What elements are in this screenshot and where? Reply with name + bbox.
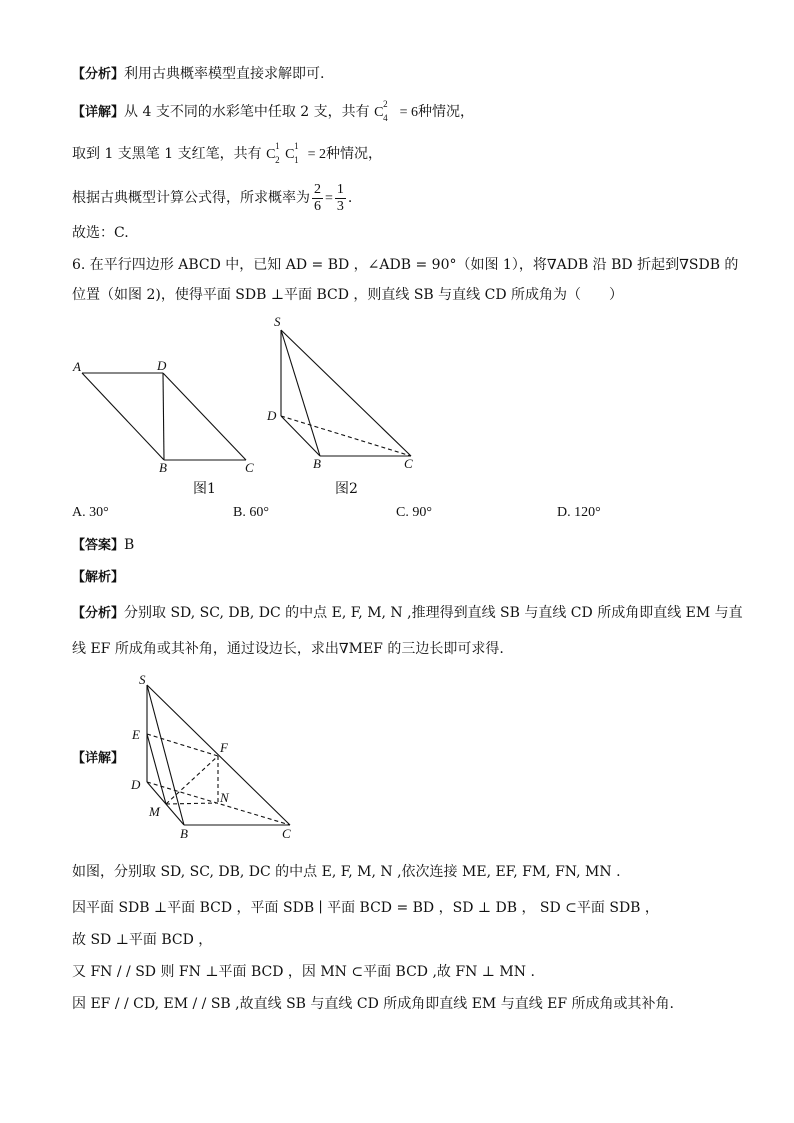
detail2-tag-line <box>72 748 124 769</box>
fig3-label-S: S <box>139 672 146 687</box>
edge-AB <box>82 373 164 460</box>
figure-2-caption: 图2 <box>335 481 358 497</box>
detail-tag: 【详解】 <box>72 105 125 120</box>
fig2-label-D: D <box>267 408 277 423</box>
fraction-1-3: $\frac{1}{3}$ <box>336 181 344 214</box>
edge-MN-dashed <box>166 803 218 804</box>
option-c: C. 90° <box>396 505 432 520</box>
answer-tag: 【答案】 <box>72 538 125 553</box>
detail-text: 从 4 支不同的水彩笔中任取 2 支，共有 <box>124 104 370 120</box>
edge-EF-dashed <box>147 734 218 756</box>
detail-text: 取到 1 支黑笔 1 支红笔，共有 <box>72 146 262 162</box>
edge-FM-dashed <box>166 756 218 804</box>
figure-2 <box>281 330 411 456</box>
step-2: 因平面 SDB ⊥平面 BCD ，平面 SDB ∣ 平面 BCD = BD ，SD ⊥ DB ， SD ⊂平面 SDB ， <box>72 900 659 916</box>
edge-DC <box>163 373 246 460</box>
option-b: B. 60° <box>233 505 269 520</box>
detail-text-tail: 种情况， <box>418 104 474 120</box>
detail2-tag: 【详解】 <box>72 751 125 766</box>
fig3-label-M: M <box>149 804 160 819</box>
fig3-label-F: F <box>220 740 228 755</box>
choice-line: 故选：C. <box>72 225 129 241</box>
option-d: D. 120° <box>557 505 601 520</box>
step-4: 又 FN / / SD 则 FN ⊥平面 BCD ，因 MN ⊂平面 BCD ,故 FN ⊥ MN . <box>72 964 535 980</box>
fig1-label-C: C <box>245 460 254 475</box>
figure-1-caption: 图1 <box>193 481 216 497</box>
analysis2-text-1: 分别取 SD, SC, DB, DC 的中点 E, F, M, N ,推理得到直线 SB 与直线 CD 所成角即直线 EM 与直 <box>124 605 743 621</box>
fig3-label-B: B <box>180 826 188 841</box>
figure-3 <box>147 685 290 825</box>
figure-1 <box>82 373 246 460</box>
fig1-label-A: A <box>73 359 81 374</box>
step-3: 故 SD ⊥平面 BCD ， <box>72 932 213 948</box>
combination-c42: C 2 4 <box>374 99 388 123</box>
fraction-2-6: $\frac{2}{6}$ <box>314 181 321 214</box>
fig3-label-E: E <box>132 727 140 742</box>
question-6-line-2: 位置（如图 2)，使得平面 SDB ⊥平面 BCD ，则直线 SB 与直线 CD 所成角为（ ） <box>72 287 623 303</box>
fig3-label-C: C <box>282 826 291 841</box>
fig1-label-D: D <box>157 358 167 373</box>
combination-c21: C 1 2 <box>266 141 280 165</box>
analysis2-line-2: 线 EF 所成角或其补角，通过设边长，求出∇MEF 的三边长即可求得. <box>72 641 504 657</box>
equation-value: = 6 <box>396 105 418 120</box>
equation-value: = 2 <box>304 147 326 162</box>
detail-text-tail: 种情况， <box>325 146 382 162</box>
question-6-line-1: 6. 在平行四边形 ABCD 中，已知 AD = BD ，∠ADB = 90°（如图 1），将∇ADB 沿 BD 折起到∇SDB 的 <box>72 257 739 273</box>
edge-DB <box>163 373 164 460</box>
answer-line <box>72 535 134 556</box>
option-a: A. 30° <box>72 505 109 520</box>
fig1-label-B: B <box>159 460 167 475</box>
fig2-label-B: B <box>313 456 321 471</box>
fig2-label-C: C <box>404 456 413 471</box>
analysis-text: 利用古典概率模型直接求解即可. <box>124 66 325 82</box>
fig3-label-D: D <box>131 777 141 792</box>
answer-value: B <box>124 537 135 553</box>
analysis2-tag: 【分析】 <box>72 606 125 621</box>
fig2-label-S: S <box>274 314 281 329</box>
analysis-tag: 【分析】 <box>72 67 125 82</box>
period: . <box>347 190 353 206</box>
analysis2-line-1 <box>72 603 743 624</box>
step-1: 如图，分别取 SD, SC, DB, DC 的中点 E, F, M, N ,依次连接 ME, EF, FM, FN, MN . <box>72 864 621 880</box>
fig3-label-N: N <box>220 790 229 805</box>
combination-c11: C 1 1 <box>285 141 299 165</box>
jiexi-line <box>72 567 124 588</box>
equals-sign: = <box>325 191 333 206</box>
detail-text: 根据古典概型计算公式得，所求概率为 <box>72 190 310 206</box>
jiexi-tag: 【解析】 <box>72 570 125 585</box>
step-5: 因 EF / / CD, EM / / SB ,故直线 SB 与直线 CD 所成角即直线 EM 与直线 EF 所成角或其补角. <box>72 996 674 1012</box>
